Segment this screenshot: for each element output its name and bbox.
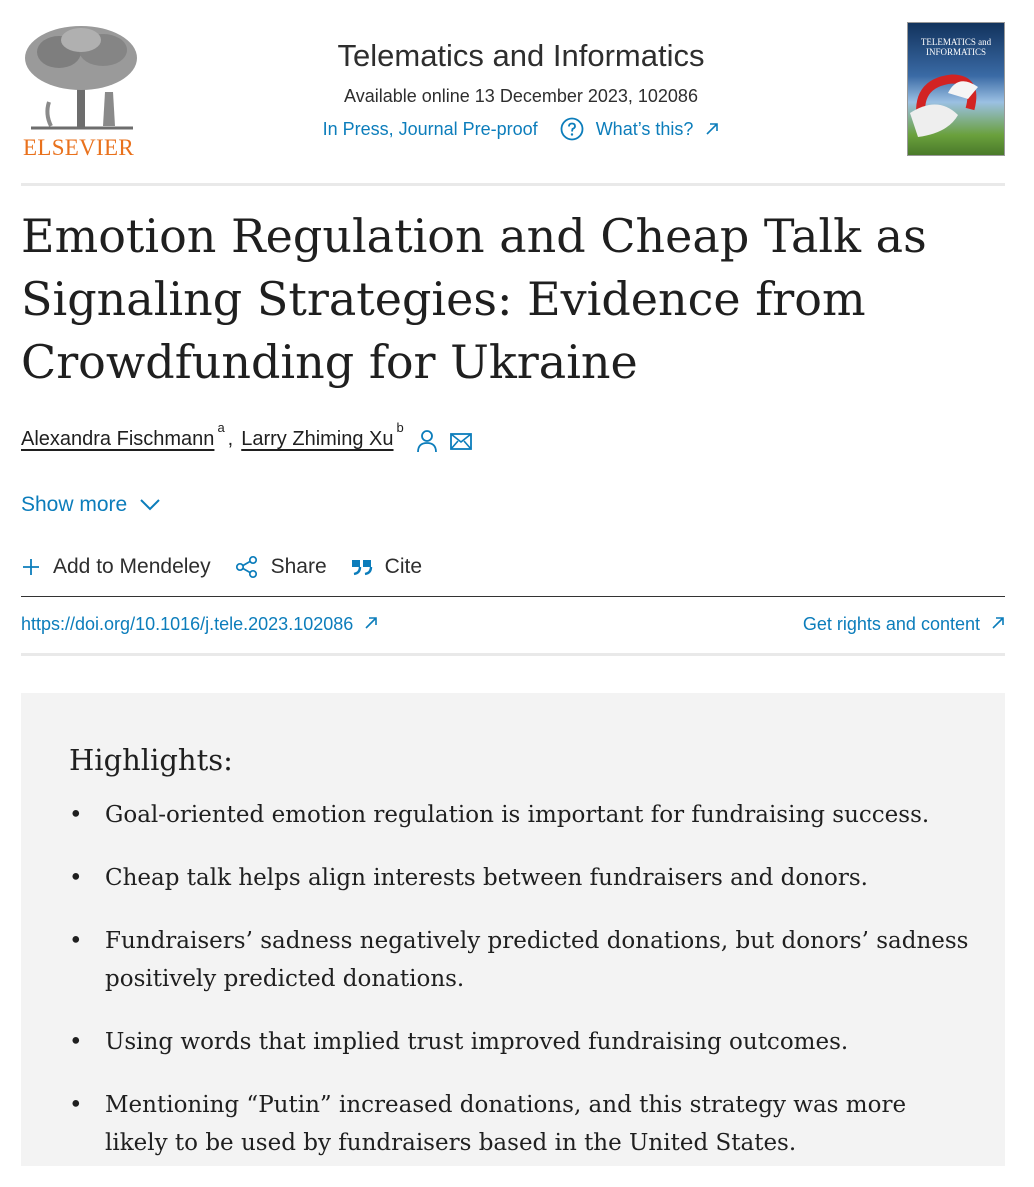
mendeley-label: Add to Mendeley	[53, 555, 211, 578]
highlight-item	[69, 859, 969, 897]
author-separator: ,	[227, 428, 234, 450]
affiliation-marker[interactable]: a	[217, 420, 225, 435]
highlight-text: Goal-oriented emotion regulation is important for fundraising success.	[105, 802, 930, 828]
cite-label: Cite	[384, 555, 423, 578]
whats-this-label: What’s this?	[595, 118, 694, 139]
journal-status-link[interactable]: In Press, Journal Pre-proof	[322, 118, 538, 139]
quote-icon	[351, 558, 373, 576]
share-button[interactable]	[235, 555, 327, 579]
external-link-icon	[364, 616, 378, 630]
chevron-down-icon	[139, 498, 161, 512]
cite-button[interactable]	[351, 555, 422, 579]
whats-this-link[interactable]	[560, 117, 720, 141]
doi-divider	[21, 653, 1005, 656]
highlight-text: Cheap talk helps align interests between fundraisers and donors.	[105, 865, 868, 891]
author-list	[21, 420, 473, 460]
doi-text: https://doi.org/10.1016/j.tele.2023.102086	[21, 614, 354, 634]
page-header	[21, 18, 1005, 158]
availability-text: Available online 13 December 2023, 102086	[344, 86, 698, 106]
show-more-label: Show more	[21, 493, 128, 516]
author-profile-icon[interactable]	[415, 428, 439, 460]
bullet-marker: •	[69, 1029, 83, 1055]
bullet-marker: •	[69, 865, 83, 891]
author-link[interactable]: Larry Zhiming Xu	[241, 428, 394, 450]
journal-info	[241, 38, 801, 141]
rights-text: Get rights and content	[802, 614, 980, 634]
cover-artwork	[908, 53, 1004, 153]
elsevier-logo[interactable]	[21, 22, 143, 158]
plus-icon	[21, 557, 41, 577]
journal-status-row	[241, 117, 801, 141]
add-to-mendeley-button[interactable]	[21, 555, 211, 579]
bullet-marker: •	[69, 802, 83, 828]
highlights-list	[69, 796, 969, 1187]
affiliation-marker[interactable]: b	[396, 420, 404, 435]
article-toolbar	[21, 555, 446, 579]
toolbar-divider	[21, 596, 1005, 597]
bullet-marker: •	[69, 928, 83, 954]
journal-title[interactable]: Telematics and Informatics	[337, 38, 705, 73]
header-divider	[21, 183, 1005, 186]
highlight-item	[69, 1086, 969, 1162]
show-more-button[interactable]	[21, 493, 161, 517]
highlight-item	[69, 1023, 969, 1061]
elsevier-wordmark: ELSEVIER	[23, 135, 134, 160]
doi-link[interactable]	[21, 614, 378, 635]
highlight-text: Fundraisers’ sadness negatively predicted donations, but donors’ sadness positively predicted donations.	[105, 928, 969, 992]
highlight-text: Using words that implied trust improved fundraising outcomes.	[105, 1029, 849, 1055]
external-link-icon	[991, 616, 1005, 630]
rights-link[interactable]	[803, 614, 1005, 635]
journal-cover-image[interactable]	[907, 22, 1005, 156]
email-icon[interactable]	[449, 428, 473, 460]
highlight-item	[69, 922, 969, 998]
highlight-item	[69, 796, 969, 834]
share-icon	[235, 555, 259, 579]
article-title: Emotion Regulation and Cheap Talk as Signaling Strategies: Evidence from Crowdfunding for Ukraine	[21, 209, 927, 389]
highlight-text: Mentioning “Putin” increased donations, and this strategy was more likely to be used by fundraisers based in the United States.	[105, 1092, 907, 1156]
author-link[interactable]: Alexandra Fischmann	[21, 428, 215, 450]
external-link-icon	[705, 122, 719, 136]
share-label: Share	[270, 555, 327, 578]
cover-title: TELEMATICS and INFORMATICS	[920, 37, 992, 57]
bullet-marker: •	[69, 1092, 83, 1118]
elsevier-tree-icon	[21, 22, 143, 132]
highlights-heading: Highlights:	[69, 743, 233, 777]
highlights-section	[21, 693, 1005, 1166]
help-circle-icon	[560, 117, 584, 141]
